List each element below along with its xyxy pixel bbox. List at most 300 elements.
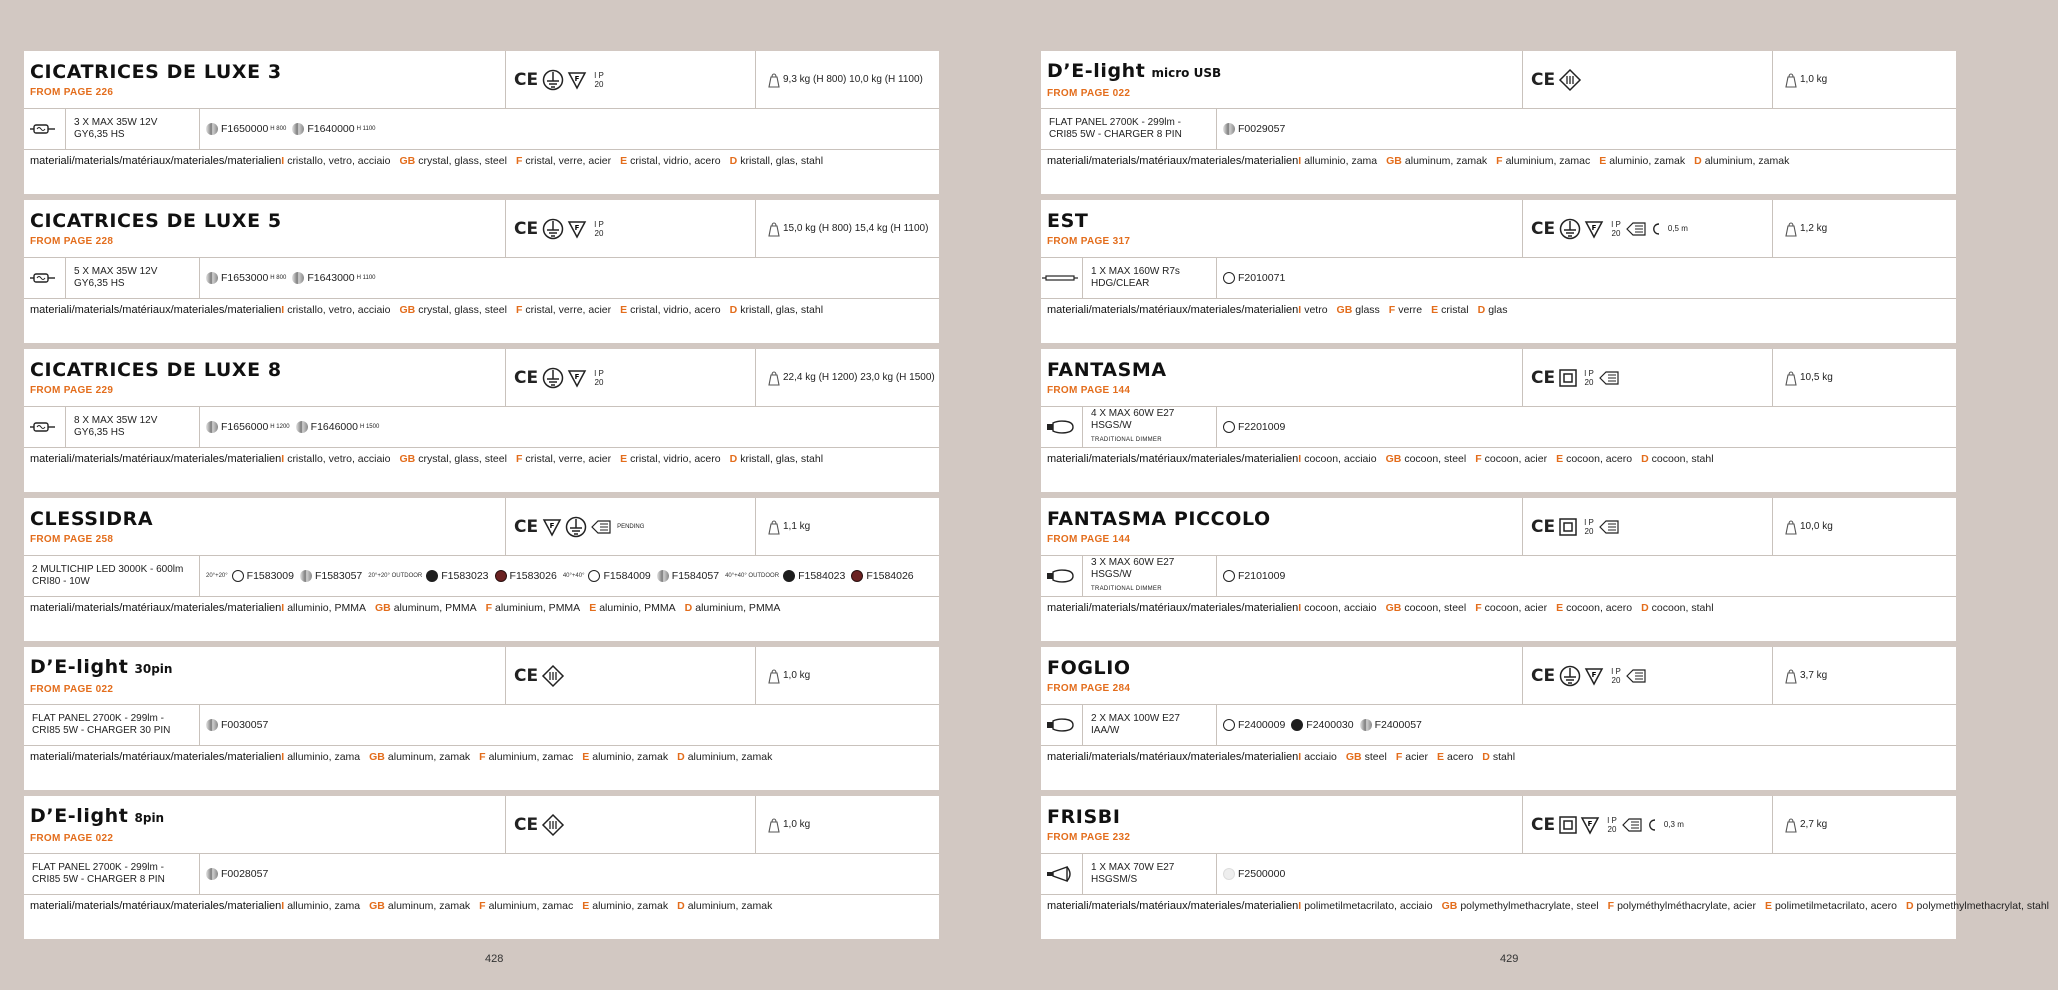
- product-code: [783, 570, 845, 582]
- product-card: [1041, 647, 1956, 790]
- language-code: GB: [1441, 900, 1458, 912]
- product-header-row: [24, 498, 939, 556]
- product-card: [24, 349, 939, 492]
- weight-cell: [1773, 349, 1956, 406]
- language-code: GB: [1336, 304, 1353, 316]
- finish-swatch-silver: [206, 272, 218, 284]
- double-insulation-icon: [1559, 518, 1577, 536]
- dimmer-note: TRADITIONAL DIMMER: [1091, 437, 1162, 443]
- material-entry: [479, 751, 573, 763]
- materials-header: materiali/materials/matériaux/materiales/materialien: [30, 900, 282, 912]
- lamp-type-cell: [24, 109, 66, 149]
- language-code: GB: [399, 304, 416, 316]
- flammable-surface-icon: [567, 368, 587, 388]
- material-text: polyméthylméthacrylate, acier: [1617, 900, 1756, 912]
- finish-swatch-silver: [657, 570, 669, 582]
- language-code: E: [620, 155, 628, 167]
- product-spec-row: [1041, 407, 1956, 448]
- material-text: aluminio, PMMA: [599, 602, 676, 614]
- weight-value: 9,3 kg (H 800) 10,0 kg (H 1100): [783, 74, 923, 85]
- product-card: [1041, 498, 1956, 641]
- product-header-row: [1041, 647, 1956, 705]
- code-number: F1584026: [866, 570, 914, 582]
- product-code: [1223, 868, 1285, 880]
- weight-cell: [756, 51, 939, 108]
- lamp-type-cell: [1041, 854, 1083, 894]
- product-card: [24, 498, 939, 641]
- product-code: [1223, 421, 1285, 433]
- material-entry: [1396, 751, 1428, 763]
- energy-label-wrap: [1598, 370, 1623, 386]
- earth-ground-icon: [542, 69, 564, 91]
- page-reference: FROM PAGE 229: [30, 385, 114, 396]
- weight-value: 1,2 kg: [1800, 223, 1828, 234]
- lamp-spec-cell: [24, 854, 200, 894]
- material-entry: [1298, 155, 1377, 167]
- finish-swatch-bronze: [495, 570, 507, 582]
- material-entry: [1482, 751, 1515, 763]
- page-reference: FROM PAGE 022: [30, 833, 114, 844]
- materials-line: [1298, 452, 1722, 492]
- material-text: alluminio, zama: [1304, 155, 1378, 167]
- material-entry: [399, 453, 506, 465]
- bulb-icon: [1045, 717, 1075, 733]
- lamp-spec-text: 2 MULTICHIP LED 3000K - 600lm CRI80 - 10W: [32, 564, 184, 587]
- product-name: [30, 656, 172, 680]
- language-code: D: [729, 304, 738, 316]
- product-title: FRISBI: [1047, 806, 1121, 828]
- material-entry: [730, 453, 823, 465]
- product-spec-row: [24, 854, 939, 895]
- bulb-icon: [1045, 568, 1075, 584]
- product-code: [657, 570, 719, 582]
- code-number: F1584023: [798, 570, 846, 582]
- product-codes-cell: [1217, 556, 1956, 596]
- language-code: F: [479, 900, 486, 912]
- ip20-rating-icon: I P 20: [1611, 666, 1621, 685]
- language-code: I: [281, 453, 285, 465]
- language-code: D: [677, 751, 685, 763]
- page-number-left: 428: [485, 953, 504, 965]
- materials-header: materiali/materials/matériaux/materiales/materialien: [30, 602, 282, 614]
- ip20-rating-icon: I P 20: [1584, 368, 1594, 387]
- product-title: FANTASMA: [1047, 359, 1167, 381]
- language-code: E: [589, 602, 597, 614]
- material-text: aluminium, zamak: [687, 751, 773, 763]
- material-text: kristall, glas, stahl: [740, 155, 824, 167]
- language-code: I: [1298, 751, 1302, 763]
- material-entry: [281, 155, 390, 167]
- lamp-spec-text: FLAT PANEL 2700K - 299lm - CRI85 5W - CHARGER 8 PIN: [32, 862, 165, 885]
- halogen-bulb-icon: [30, 421, 56, 433]
- material-entry: [582, 900, 668, 912]
- materials-row: [24, 150, 939, 194]
- height-variant: H 1500: [359, 424, 380, 430]
- language-code: E: [1437, 751, 1445, 763]
- material-text: alluminio, zama: [287, 900, 361, 912]
- code-number: F2201009: [1238, 421, 1286, 433]
- height-variant: H 800: [270, 126, 287, 132]
- code-number: F1640000: [307, 123, 355, 135]
- code-number: F1583026: [509, 570, 557, 582]
- materials-line: [1298, 601, 1722, 641]
- code-number: F0028057: [221, 868, 269, 880]
- product-spec-row: [24, 705, 939, 746]
- language-code: E: [1431, 304, 1439, 316]
- material-text: cocoon, acero: [1566, 602, 1633, 614]
- weight-icon: [768, 817, 780, 833]
- materials-header: materiali/materials/matériaux/materiales/materialien: [1047, 304, 1299, 316]
- language-code: F: [515, 155, 523, 167]
- language-code: I: [281, 155, 285, 167]
- materials-header: materiali/materials/matériaux/materiales/materialien: [30, 155, 282, 167]
- product-card: [24, 51, 939, 194]
- materials-header: materiali/materials/matériaux/materiales/materialien: [30, 304, 282, 316]
- language-code: GB: [374, 602, 391, 614]
- language-code: E: [1556, 453, 1564, 465]
- ip20-rating-icon: I P 20: [594, 70, 604, 89]
- product-title: D’E-light: [30, 805, 129, 827]
- product-name-cell: [1041, 51, 1523, 108]
- material-text: alluminio, zama: [287, 751, 361, 763]
- weight-cell: [756, 796, 939, 853]
- product-code: [292, 272, 375, 284]
- language-code: F: [479, 751, 486, 763]
- material-entry: [1694, 155, 1789, 167]
- material-entry: [1386, 453, 1467, 465]
- language-code: E: [620, 304, 628, 316]
- page-reference: FROM PAGE 258: [30, 534, 114, 545]
- product-name-cell: [1041, 349, 1523, 406]
- finish-swatch-silver: [1223, 123, 1235, 135]
- double-insulation-icon: [1559, 816, 1577, 834]
- material-entry: [479, 900, 573, 912]
- product-codes-cell: [200, 258, 939, 298]
- material-text: cristallo, vetro, acciaio: [287, 304, 391, 316]
- materials-row: [1041, 746, 1956, 790]
- code-number: F1650000: [221, 123, 269, 135]
- linear-tube-icon: [1042, 273, 1078, 283]
- language-code: F: [515, 453, 523, 465]
- weight-value: 10,5 kg: [1800, 372, 1833, 383]
- material-text: acier: [1405, 751, 1428, 763]
- material-entry: [516, 304, 611, 316]
- product-name: [1047, 806, 1121, 828]
- weight-cell: [756, 647, 939, 704]
- product-spec-row: [1041, 705, 1956, 746]
- finish-swatch-silver: [292, 123, 304, 135]
- material-text: crystal, glass, steel: [418, 304, 507, 316]
- material-entry: [1298, 453, 1376, 465]
- product-code: [1223, 719, 1285, 731]
- material-entry: [375, 602, 477, 614]
- material-entry: [1475, 453, 1547, 465]
- product-code: [1291, 719, 1353, 731]
- product-spec-row: [24, 258, 939, 299]
- materials-row: [24, 895, 939, 939]
- lamp-spec-text: 1 X MAX 70W E27 HSGSM/S: [1091, 862, 1175, 885]
- code-number: F1583009: [246, 570, 294, 582]
- materials-header: materiali/materials/matériaux/materiales/materialien: [1047, 900, 1299, 912]
- material-text: aluminio, zamak: [592, 900, 669, 912]
- product-title: FOGLIO: [1047, 657, 1131, 679]
- material-text: cristal, verre, acier: [525, 155, 612, 167]
- product-codes-cell: [1217, 258, 1956, 298]
- product-card: [1041, 200, 1956, 343]
- lamp-spec-cell: [1083, 407, 1217, 447]
- ce-mark-icon: CE: [514, 814, 539, 835]
- materials-row: [24, 299, 939, 343]
- language-code: F: [1395, 751, 1403, 763]
- material-entry: [1298, 304, 1327, 316]
- material-text: vetro: [1304, 304, 1328, 316]
- materials-line: [281, 899, 781, 939]
- material-text: cocoon, acciaio: [1304, 453, 1377, 465]
- code-number: F1584057: [671, 570, 720, 582]
- material-text: aluminium, zamac: [488, 900, 574, 912]
- certifications-cell: [1523, 349, 1773, 406]
- language-code: I: [1298, 155, 1302, 167]
- finish-swatch-white: [1223, 719, 1235, 731]
- material-text: aluminium, zamac: [488, 751, 574, 763]
- material-text: cocoon, acier: [1484, 453, 1548, 465]
- material-entry: [1386, 602, 1467, 614]
- language-code: D: [1641, 602, 1649, 614]
- language-code: F: [1475, 602, 1482, 614]
- language-code: I: [281, 900, 285, 912]
- language-code: E: [1599, 155, 1607, 167]
- product-title: CICATRICES DE LUXE 8: [30, 359, 282, 381]
- material-entry: [369, 751, 470, 763]
- finish-swatch-silver: [206, 719, 218, 731]
- product-codes-cell: [200, 854, 939, 894]
- page-reference: FROM PAGE 228: [30, 236, 114, 247]
- product-title: CICATRICES DE LUXE 3: [30, 61, 282, 83]
- flammable-surface-icon: [567, 70, 587, 90]
- ip20-rating-icon: I P 20: [1611, 219, 1621, 238]
- code-number: F1583057: [314, 570, 363, 582]
- code-number: F0029057: [1238, 123, 1286, 135]
- language-code: GB: [369, 900, 385, 912]
- finish-swatch-silver: [1360, 719, 1372, 731]
- language-code: D: [1477, 304, 1486, 316]
- material-entry: [1599, 155, 1685, 167]
- product-code: [1223, 570, 1285, 582]
- left-page-column: [24, 51, 939, 945]
- materials-header: materiali/materials/matériaux/materiales/materialien: [1047, 602, 1299, 614]
- flammable-surface-icon: [567, 219, 587, 239]
- language-code: D: [684, 602, 693, 614]
- material-text: steel: [1364, 751, 1387, 763]
- product-codes-cell: [200, 407, 939, 447]
- pending-label: PENDING: [617, 523, 645, 530]
- weight-cell: [1773, 647, 1956, 704]
- language-code: E: [582, 751, 590, 763]
- flammable-surface-icon: [1580, 815, 1600, 835]
- product-codes-cell: [1217, 407, 1956, 447]
- materials-header: materiali/materials/matériaux/materiales/materialien: [1047, 453, 1299, 465]
- product-name-cell: [1041, 200, 1523, 257]
- page-reference: FROM PAGE 232: [1047, 832, 1131, 843]
- weight-icon: [1785, 221, 1797, 237]
- material-text: polymethylmethacrylat, stahl: [1916, 900, 2050, 912]
- page-reference: FROM PAGE 317: [1047, 236, 1131, 247]
- lamp-type-cell: [1041, 258, 1083, 298]
- product-title: D’E-light: [30, 656, 129, 678]
- lamp-spec-cell: [24, 556, 200, 596]
- lamp-spec-text: 5 X MAX 35W 12V GY6,35 HS: [74, 266, 158, 289]
- energy-label-wrap: [1625, 668, 1650, 684]
- material-text: aluminio, zamak: [592, 751, 669, 763]
- material-entry: [516, 453, 611, 465]
- product-name: [30, 508, 153, 530]
- product-code: [426, 570, 488, 582]
- product-codes-cell: [1217, 109, 1956, 149]
- lamp-spec-text: FLAT PANEL 2700K - 299lm - CRI85 5W - CHARGER 8 PIN: [1049, 117, 1182, 140]
- earth-ground-icon: [1559, 218, 1581, 240]
- code-number: F2400030: [1306, 719, 1354, 731]
- product-header-row: [24, 200, 939, 258]
- materials-header: materiali/materials/matériaux/materiales/materialien: [30, 453, 282, 465]
- certifications-cell: [506, 498, 756, 555]
- energy-label-wrap: [1625, 221, 1650, 237]
- finish-swatch-silver: [206, 868, 218, 880]
- material-text: aluminum, zamak: [1404, 155, 1488, 167]
- product-code: [206, 272, 286, 284]
- weight-icon: [1785, 817, 1797, 833]
- page-reference: FROM PAGE 022: [1047, 88, 1131, 99]
- language-code: I: [281, 751, 285, 763]
- ce-mark-icon: CE: [1531, 516, 1556, 537]
- material-entry: [281, 900, 360, 912]
- certifications-cell: [506, 647, 756, 704]
- weight-cell: [1773, 796, 1956, 853]
- weight-value: 3,7 kg: [1800, 670, 1828, 681]
- product-name-cell: [24, 349, 506, 406]
- materials-header: materiali/materials/matériaux/materiales/materialien: [1047, 155, 1299, 167]
- product-codes-cell: [200, 109, 939, 149]
- certifications-cell: [1523, 796, 1773, 853]
- ce-mark-icon: CE: [514, 218, 539, 239]
- material-text: cocoon, acier: [1484, 602, 1548, 614]
- finish-swatch-white: [1223, 570, 1235, 582]
- finish-swatch-white: [1223, 421, 1235, 433]
- lamp-spec: [1091, 862, 1208, 886]
- materials-line: [1298, 750, 1524, 790]
- language-code: I: [281, 602, 285, 614]
- energy-label-icon: [1598, 519, 1620, 535]
- lamp-spec-cell: [66, 407, 200, 447]
- language-code: D: [1905, 900, 1914, 912]
- weight-value: 1,0 kg: [783, 670, 811, 681]
- lamp-spec: [32, 862, 191, 886]
- product-codes-cell: [200, 705, 939, 745]
- material-entry: [1437, 751, 1473, 763]
- class3-diamond-icon: [542, 665, 564, 687]
- halogen-bulb-icon: [30, 123, 56, 135]
- language-code: E: [582, 900, 590, 912]
- energy-label-icon: [1625, 221, 1647, 237]
- lamp-spec: [74, 415, 191, 439]
- lamp-spec: [1091, 713, 1208, 737]
- language-code: GB: [1386, 155, 1402, 167]
- certifications-cell: [506, 349, 756, 406]
- product-name-cell: [24, 498, 506, 555]
- cable-length: 0,5 m: [1667, 224, 1688, 233]
- svg-text:F: F: [549, 521, 555, 530]
- code-number: F1583023: [441, 570, 489, 582]
- ce-mark-icon: CE: [1531, 218, 1556, 239]
- material-entry: [1496, 155, 1590, 167]
- cable-length: 0,3 m: [1663, 820, 1684, 829]
- beam-angle-tag: 20°+20°: [206, 573, 228, 579]
- material-text: crystal, glass, steel: [418, 453, 507, 465]
- ce-mark-icon: CE: [1531, 69, 1556, 90]
- product-title: EST: [1047, 210, 1089, 232]
- page-reference: FROM PAGE 144: [1047, 385, 1131, 396]
- lamp-type-cell: [1041, 705, 1083, 745]
- language-code: E: [620, 453, 628, 465]
- product-code: [1223, 123, 1285, 135]
- product-name-cell: [24, 200, 506, 257]
- ip20-rating-icon: I P 20: [1584, 517, 1594, 536]
- product-spec-row: [1041, 556, 1956, 597]
- language-code: F: [1388, 304, 1396, 316]
- language-code: GB: [1385, 453, 1402, 465]
- energy-label-icon: [590, 519, 612, 535]
- product-header-row: [1041, 51, 1956, 109]
- language-code: E: [1556, 602, 1564, 614]
- lamp-spec-text: 1 X MAX 160W R7s HDG/CLEAR: [1091, 266, 1180, 289]
- finish-swatch-bronze: [851, 570, 863, 582]
- page-reference: FROM PAGE 144: [1047, 534, 1131, 545]
- material-text: acciaio: [1304, 751, 1337, 763]
- material-entry: [369, 900, 470, 912]
- ce-mark-icon: CE: [1531, 367, 1556, 388]
- language-code: F: [485, 602, 492, 614]
- product-title: CICATRICES DE LUXE 5: [30, 210, 282, 232]
- page-reference: FROM PAGE 284: [1047, 683, 1131, 694]
- material-text: crystal, glass, steel: [418, 155, 507, 167]
- material-entry: [1556, 453, 1632, 465]
- product-name-cell: [1041, 498, 1523, 555]
- ce-mark-icon: CE: [514, 69, 539, 90]
- svg-text:F: F: [1587, 819, 1593, 828]
- weight-cell: [1773, 51, 1956, 108]
- finish-swatch-white: [588, 570, 600, 582]
- weight-icon: [768, 519, 780, 535]
- material-entry: [1389, 304, 1422, 316]
- materials-line: [281, 601, 789, 641]
- weight-cell: [756, 498, 939, 555]
- material-entry: [730, 155, 823, 167]
- product-header-row: [1041, 796, 1956, 854]
- page-reference: FROM PAGE 022: [30, 684, 114, 695]
- product-subtitle: micro USB: [1151, 66, 1222, 80]
- product-code: [851, 570, 913, 582]
- product-header-row: [24, 51, 939, 109]
- language-code: I: [1298, 602, 1302, 614]
- material-entry: [1906, 900, 2049, 912]
- material-text: cristal, vidrio, acero: [630, 453, 721, 465]
- material-text: aluminio, zamak: [1609, 155, 1686, 167]
- material-text: cristal, vidrio, acero: [630, 304, 721, 316]
- product-spec-row: [1041, 854, 1956, 895]
- material-entry: [620, 304, 720, 316]
- materials-header: materiali/materials/matériaux/materiales/materialien: [1047, 751, 1299, 763]
- product-title: FANTASMA PICCOLO: [1047, 508, 1271, 530]
- weight-cell: [756, 200, 939, 257]
